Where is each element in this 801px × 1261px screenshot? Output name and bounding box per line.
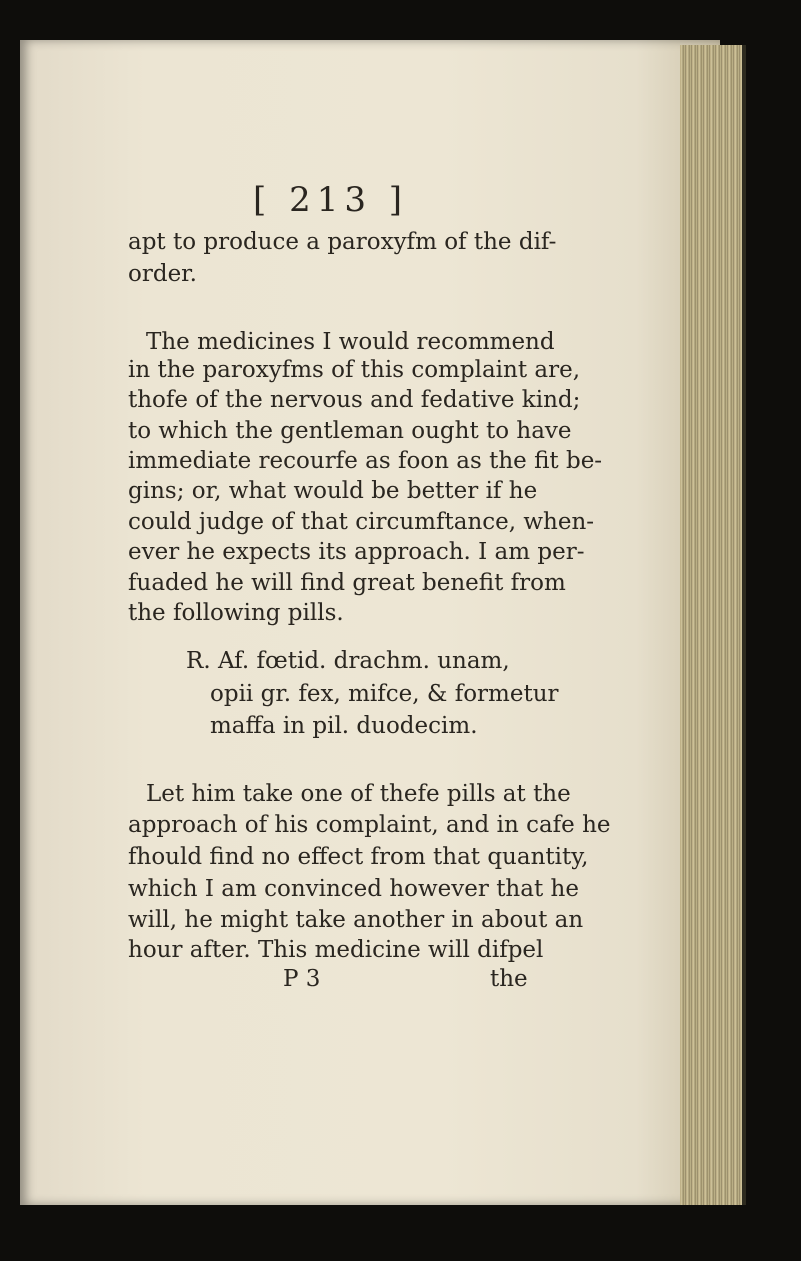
- text-line: hour after. This medicine will difpel: [128, 937, 544, 963]
- text-line: could judge of that circumftance, when-: [128, 509, 595, 535]
- text-line: which I am convinced however that he: [128, 876, 579, 902]
- text-line: apt to produce a paroxyfm of the dif-: [128, 229, 557, 255]
- text-line: The medicines I would recommend: [146, 329, 555, 355]
- signature-mark: P 3: [283, 966, 321, 992]
- text-line: will, he might take another in about an: [128, 907, 584, 933]
- recipe-line: maffa in pil. duodecim.: [210, 713, 478, 739]
- text-line: Let him take one of thefe pills at the: [146, 781, 571, 807]
- text-line: order.: [128, 261, 197, 287]
- text-line: immediate recourfe as foon as the fit be-: [128, 448, 603, 474]
- page-number-header: [ 213 ]: [253, 180, 409, 220]
- recipe-line: opii gr. fex, mifce, & formetur: [210, 681, 559, 707]
- text-line: in the paroxyfms of this complaint are,: [128, 357, 581, 383]
- text-line: thofe of the nervous and fedative kind;: [128, 387, 581, 413]
- text-line: fuaded he will find great benefit from: [128, 570, 566, 596]
- text-line: ever he expects its approach. I am per-: [128, 539, 585, 565]
- text-line: approach of his complaint, and in cafe he: [128, 812, 611, 838]
- catchword: the: [490, 966, 528, 992]
- text-line: fhould find no effect from that quantity,: [128, 844, 589, 870]
- text-line: gins; or, what would be better if he: [128, 478, 538, 504]
- page-edges: [680, 45, 746, 1205]
- recipe-line: R. Af. fœtid. drachm. unam,: [186, 648, 510, 674]
- text-line: the following pills.: [128, 600, 344, 626]
- text-line: to which the gentleman ought to have: [128, 418, 572, 444]
